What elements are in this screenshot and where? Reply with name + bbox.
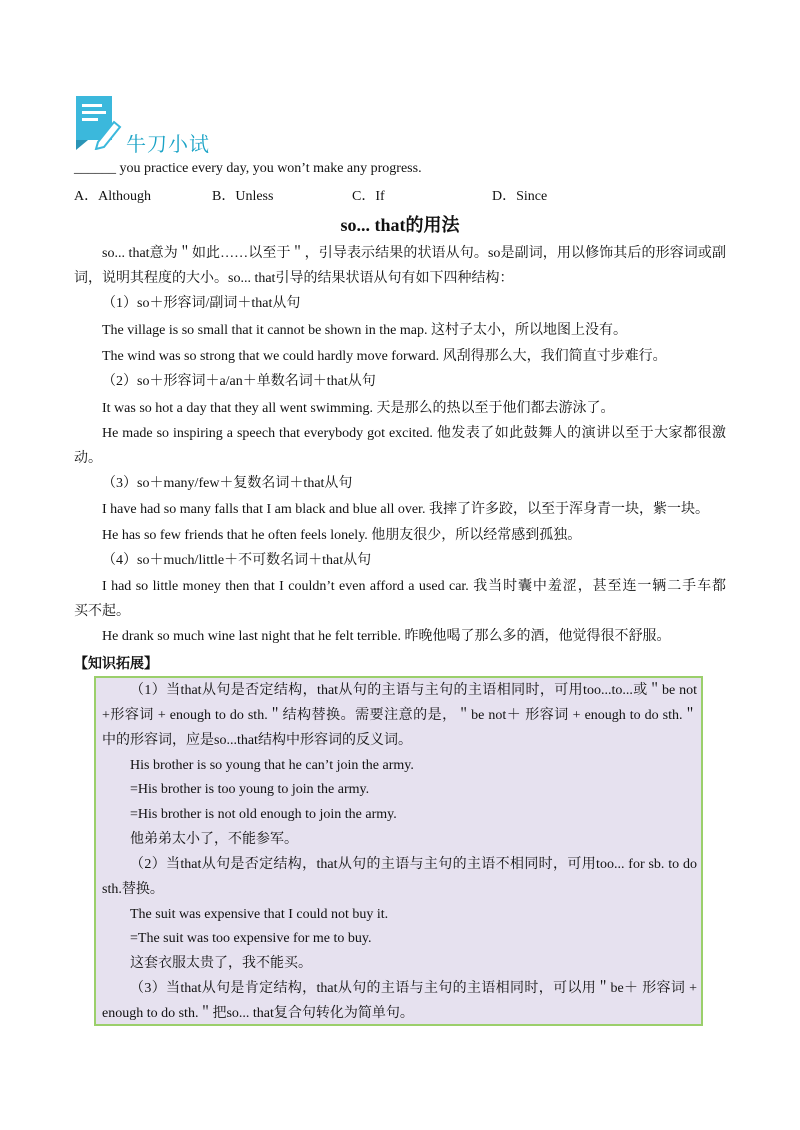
- section-title: so... that的用法: [340, 215, 460, 235]
- structure-3-heading: （3）so＋many/few＋复数名词＋that从句: [102, 476, 353, 491]
- option-a: A．Although: [74, 189, 151, 204]
- intro-paragraph-line1: so... that意为＂如此……以至于＂，引导表示结果的状语从句。so是副词，用以修饰其后的形容词或副: [102, 246, 726, 261]
- structure-4-heading: （4）so＋much/little＋不可数名词＋that从句: [102, 553, 372, 568]
- structure-1-example-2: The wind was so strong that we could hardly move forward. 风刮得那么大，我们简直寸步难行。: [102, 349, 667, 364]
- structure-1-example-1: The village is so small that it cannot be shown in the map. 这村子太小，所以地图上没有。: [102, 323, 627, 338]
- notebook-pencil-icon: [74, 94, 122, 150]
- structure-2-heading: （2）so＋形容词＋a/an＋单数名词＋that从句: [102, 374, 376, 389]
- structure-2-example-1: It was so hot a day that they all went swimming. 天是那么的热以至于他们都去游泳了。: [102, 401, 615, 416]
- structure-3-example-2: He has so few friends that he often feels lonely. 他朋友很少，所以经常感到孤独。: [102, 528, 582, 543]
- extension-example-1c: =His brother is not old enough to join the army.: [130, 807, 397, 822]
- option-d: D．Since: [492, 189, 548, 204]
- extension-heading: 【知识拓展】: [74, 657, 158, 672]
- structure-2-example-2-line2: 动。: [74, 451, 102, 466]
- structure-4-example-1-line1: I had so little money then that I couldn’t even afford a used car. 我当时囊中羞涩，甚至连一辆二手车都: [102, 579, 726, 594]
- extension-p3-line2: enough to do sth.＂把so... that复合句转化为简单句。: [102, 1006, 414, 1021]
- question-stem: ______ you practice every day, you won’t make any progress.: [74, 161, 422, 176]
- structure-1-heading: （1）so＋形容词/副词＋that从句: [102, 296, 301, 311]
- extension-p3-line1: （3）当that从句是肯定结构，that从句的主语与主句的主语相同时，可以用＂be＋ 形容词 +: [130, 981, 697, 996]
- extension-box: [94, 676, 703, 1026]
- structure-2-example-2-line1: He made so inspiring a speech that everybody got excited. 他发表了如此鼓舞人的演讲以至于大家都很激: [102, 426, 726, 441]
- section-header-title: 牛刀小试: [126, 132, 210, 156]
- structure-4-example-2: He drank so much wine last night that he felt terrible. 昨晚他喝了那么多的酒，他觉得很不舒服。: [102, 629, 671, 644]
- option-c: C．If: [352, 189, 385, 204]
- extension-example-2b: =The suit was too expensive for me to buy.: [130, 931, 372, 946]
- extension-p2-line1: （2）当that从句是否定结构，that从句的主语与主句的主语不相同时，可用too... for sb. to do: [130, 857, 697, 872]
- structure-4-example-1-line2: 买不起。: [74, 604, 130, 619]
- extension-p1-line2: +形容词 + enough to do sth.＂结构替换。需要注意的是，＂be not＋ 形容词 + enough to do sth.＂: [102, 708, 697, 723]
- extension-example-1-translation: 他弟弟太小了，不能参军。: [130, 832, 298, 847]
- structure-3-example-1: I have had so many falls that I am black and blue all over. 我摔了许多跤，以至于浑身青一块，紫一块。: [102, 502, 709, 517]
- extension-example-1a: His brother is so young that he can’t join the army.: [130, 758, 414, 773]
- option-b: B．Unless: [212, 189, 274, 204]
- extension-example-2-translation: 这套衣服太贵了，我不能买。: [130, 956, 312, 971]
- extension-p2-line2: sth.替换。: [102, 882, 164, 897]
- intro-paragraph-line2: 词，说明其程度的大小。so... that引导的结果状语从句有如下四种结构：: [74, 271, 514, 286]
- extension-p1-line3: 中的形容词，应是so...that结构中形容词的反义词。: [102, 733, 412, 748]
- extension-example-2a: The suit was expensive that I could not buy it.: [130, 907, 389, 922]
- extension-example-1b: =His brother is too young to join the army.: [130, 782, 370, 797]
- extension-p1-line1: （1）当that从句是否定结构，that从句的主语与主句的主语相同时，可用too...to...或＂be not: [130, 683, 697, 698]
